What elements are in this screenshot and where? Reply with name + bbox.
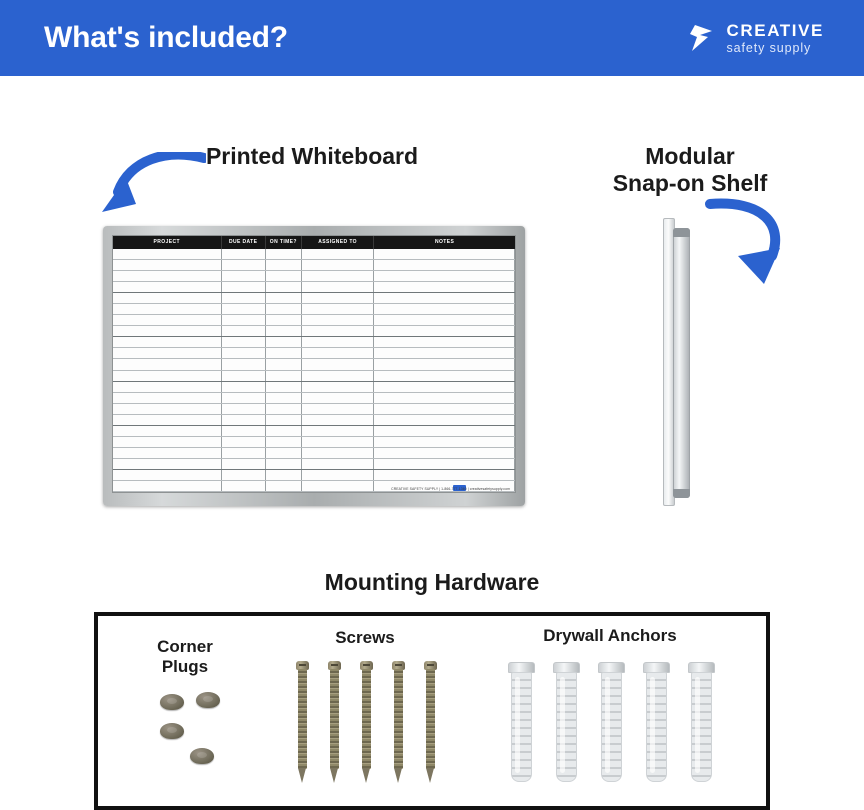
creative-safety-supply-logo-icon: [688, 22, 718, 54]
screw-shaft: [362, 669, 371, 769]
screw-tip: [330, 768, 338, 783]
column-header-assigned-to: ASSIGNED TO: [302, 236, 374, 249]
curved-arrow-down-left-icon: [700, 198, 790, 290]
screws-label: Screws: [335, 628, 395, 647]
screw-icon: [360, 661, 373, 783]
brand-logo: [688, 22, 825, 55]
whiteboard-grid: [113, 249, 515, 492]
shelf-section-label: [570, 143, 810, 197]
corner-plugs-label-line1: Corner: [157, 637, 213, 656]
brand-name-primary: CREATIVE: [726, 20, 824, 40]
corner-plug-icon: [160, 694, 184, 710]
grid-column-notes: [374, 249, 515, 492]
shelf-front-panel: [673, 228, 690, 498]
corner-plug-icon: [196, 692, 220, 708]
screw-shaft: [298, 669, 307, 769]
shelf-end-cap-top: [673, 228, 690, 237]
corner-plugs-label-line2: Plugs: [161, 656, 209, 676]
screw-tip: [426, 768, 434, 783]
screw-tip: [298, 768, 306, 783]
anchor-body: [511, 672, 532, 782]
hardware-section-label: Mounting Hardware: [324, 569, 540, 595]
screw-icon: [392, 661, 405, 783]
screw-shaft: [394, 669, 403, 769]
grid-column-assigned-to: [302, 249, 374, 492]
anchor-body: [691, 672, 712, 782]
brand-name-secondary: safety supply: [726, 40, 812, 55]
drywall-anchor-icon: [553, 662, 580, 782]
corner-plug-icon: [160, 723, 184, 739]
whiteboard-column-headers: [113, 236, 515, 249]
drywall-anchor-icon: [598, 662, 625, 782]
corner-plugs-label: [115, 637, 255, 676]
anchor-body: [646, 672, 667, 782]
whiteboard-section-label: Printed Whiteboard: [205, 143, 419, 169]
anchor-body: [556, 672, 577, 782]
screw-tip: [362, 768, 370, 783]
drywall-anchor-icon: [508, 662, 535, 782]
printed-whiteboard: [103, 226, 525, 506]
corner-plug-icon: [190, 748, 214, 764]
modular-snap-on-shelf: [663, 218, 691, 506]
shelf-label-line2: Snap-on Shelf: [612, 170, 768, 197]
drywall-anchor-icon: [643, 662, 670, 782]
grid-column-project: [113, 249, 222, 492]
shelf-end-cap-bottom: [673, 489, 690, 498]
screw-shaft: [426, 669, 435, 769]
grid-column-due-date: [222, 249, 266, 492]
shelf-label-line1: Modular: [645, 143, 735, 169]
column-header-on-time: ON TIME?: [266, 236, 302, 249]
column-header-due-date: DUE DATE: [222, 236, 266, 249]
whiteboard-surface: [112, 235, 516, 493]
screw-icon: [424, 661, 437, 783]
grid-column-on-time: [266, 249, 302, 492]
brand-text: [727, 22, 825, 55]
screw-icon: [328, 661, 341, 783]
screw-tip: [394, 768, 402, 783]
screw-icon: [296, 661, 309, 783]
drywall-anchor-icon: [688, 662, 715, 782]
drywall-anchors-label: Drywall Anchors: [543, 626, 677, 645]
whiteboard-footer-text: CREATIVE SAFETY SUPPLY | 1-866-777-1360 | creativesafetysupply.com: [391, 486, 510, 491]
anchor-body: [601, 672, 622, 782]
column-header-notes: NOTES: [435, 239, 455, 245]
curved-arrow-down-right-icon: [96, 152, 206, 214]
page-title: What's included?: [44, 21, 288, 54]
screw-shaft: [330, 669, 339, 769]
page-header: [0, 0, 864, 76]
column-header-project: PROJECT: [113, 236, 222, 249]
